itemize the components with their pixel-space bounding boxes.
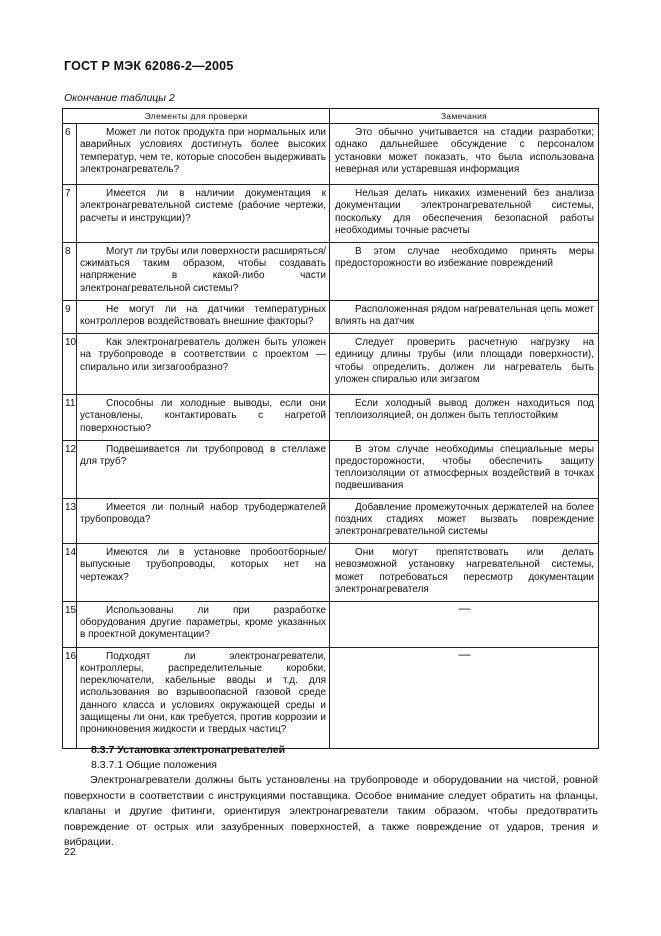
table-row	[63, 602, 599, 648]
check-item: Имеется ли полный набор трубодержателей трубопровода?	[77, 498, 330, 544]
note: В этом случае необходимы специальные меры предосторожности, чтобы обеспечить защиту теплоизоляции от атмосферных воздействий в точках подвешивания	[330, 440, 599, 498]
note: Расположенная рядом нагревательная цепь может влиять на датчик	[330, 300, 599, 333]
table-row	[63, 544, 599, 602]
section-title: 8.3.7 Установка электронагревателей	[91, 744, 286, 756]
table-row	[63, 243, 599, 301]
check-item: Имеются ли в установке пробоотборные/ выпускные трубопроводы, которых нет на чертежах?	[77, 544, 330, 602]
note: —	[330, 602, 599, 648]
check-item: Способны ли холодные выводы, если они установлены, контактировать с нагретой поверхностью?	[77, 395, 330, 441]
check-item: Имеется ли в наличии документация к электронагревательной системе (рабочие чертежи, расчеты и инструкции)?	[77, 185, 330, 243]
document-header: ГОСТ Р МЭК 62086-2—2005	[64, 59, 234, 73]
row-number: 9	[63, 300, 77, 333]
note: Следует проверить расчетную нагрузку на единицу длины трубы (или площади поверхности), чтобы определить, должен ли нагреватель быть уложен спиралью или зигзагом	[330, 334, 599, 395]
row-number: 10	[63, 334, 77, 395]
note: Если холодный вывод должен находиться под теплоизоляцией, он должен быть теплостойким	[330, 395, 599, 441]
section-subtitle: 8.3.7.1 Общие положения	[91, 759, 217, 771]
table-row	[63, 300, 599, 333]
row-number: 15	[63, 602, 77, 648]
note: Это обычно учитывается на стадии разработки; однако дальнейшее обсуждение с персоналом установки может показать, что была использована неверная или устаревшая информация	[330, 124, 599, 185]
row-number: 13	[63, 498, 77, 544]
column-header-notes: Замечания	[330, 109, 599, 124]
note: Они могут препятствовать или делать невозможной установку нагревательной системы, может потребоваться пересмотр документации электронагревателя	[330, 544, 599, 602]
table-row	[63, 647, 599, 748]
check-item: Может ли поток продукта при нормальных или аварийных условиях достигнуть более высоких температур, чем те, которые способен выдерживать электронагреватель?	[77, 124, 330, 185]
row-number: 8	[63, 243, 77, 301]
check-item: Подходят ли электронагреватели, контроллеры, распределительные коробки, переключатели, кабельные вводы и т.д. для использования во взрывоопасной газовой среде данного класса и условиях окружающей среды и защищены ли они, как требуется, против коррозии и проникновения жидкости и твердых частиц?	[77, 647, 330, 748]
table-row	[63, 124, 599, 185]
table-row	[63, 334, 599, 395]
check-item: Не могут ли на датчики температурных контроллеров воздействовать внешние факторы?	[77, 300, 330, 333]
note: Нельзя делать никаких изменений без анализа документации электронагревательной системы, поскольку для обеспечения безопасной работы необходимы точные расчеты	[330, 185, 599, 243]
table-row	[63, 185, 599, 243]
check-item: Могут ли трубы или поверхности расширяться/ сжиматься таким образом, чтобы создавать напряжение в какой-либо части электронагревательной системы?	[77, 243, 330, 301]
table-row	[63, 395, 599, 441]
note: Добавление промежуточных держателей на более поздних стадиях может вызвать повреждение электронагревательной системы	[330, 498, 599, 544]
row-number: 6	[63, 124, 77, 185]
row-number: 16	[63, 647, 77, 748]
table-caption: Окончание таблицы 2	[64, 92, 175, 104]
table-header-row	[63, 109, 599, 124]
note: В этом случае необходимо принять меры предосторожности во избежание повреждений	[330, 243, 599, 301]
row-number: 12	[63, 440, 77, 498]
section-body: Электронагреватели должны быть установлены на трубопроводе и оборудовании на чистой, ровной поверхности в соответствии с инструкциями поставщика. Особое внимание следует обратить на фланцы, клапаны и другие фитинги, ориентируя электронагреватели таким образом, чтобы предотвратить повреждение от острых или зазубренных поверхностей, а также повреждение от ударов, трения и вибрации.	[64, 774, 598, 849]
page-number: 22	[64, 846, 76, 858]
row-number: 11	[63, 395, 77, 441]
check-item: Как электронагреватель должен быть уложен на трубопроводе в соответствии с проектом — спирально или зигзагообразно?	[77, 334, 330, 395]
table-row	[63, 498, 599, 544]
note: —	[330, 647, 599, 748]
row-number: 7	[63, 185, 77, 243]
check-item: Подвешивается ли трубопровод в стеллаже для труб?	[77, 440, 330, 498]
row-number: 14	[63, 544, 77, 602]
check-table	[62, 108, 599, 749]
table-row	[63, 440, 599, 498]
check-item: Использованы ли при разработке оборудования другие параметры, кроме указанных в проектной документации?	[77, 602, 330, 648]
column-header-items: Элементы для проверки	[63, 109, 330, 124]
